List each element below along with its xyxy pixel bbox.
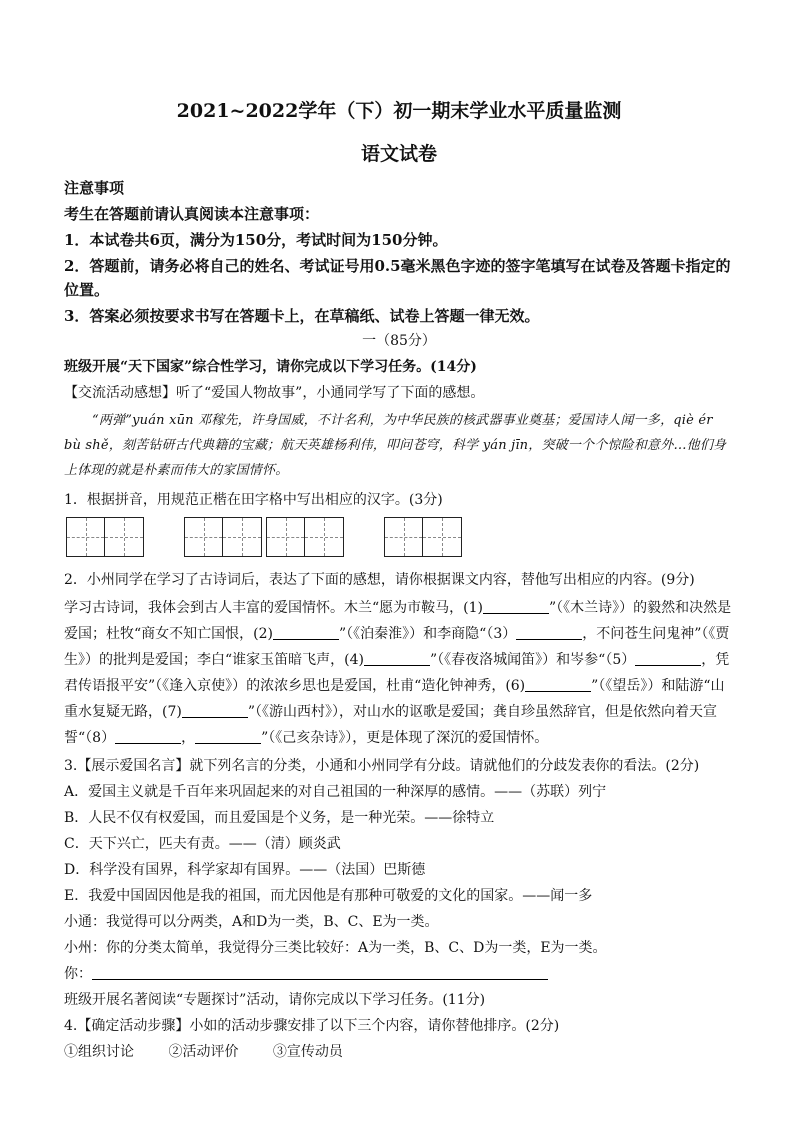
answer-blank-7[interactable] bbox=[182, 703, 248, 718]
xiaozhou-opinion: 小州：你的分类太简单，我觉得分三类比较好：A为一类，B、C、D为一类，E为一类。 bbox=[64, 940, 607, 956]
section-heading: 一（85分） bbox=[362, 333, 436, 349]
answer-blank-4[interactable] bbox=[364, 651, 430, 666]
your-opinion-line: 你： bbox=[64, 963, 734, 985]
reflection-passage: “两弹”yuán xūn 邓稼先，许身国威，不计名利，为中华民族的核武器事业奠基；爱国诗人闻一多，qiè ér bù shě，刻苦钻研古代典籍的宝藏；航天英雄杨利伟，叩问苍穹，科学 yán jīn，突破一个个惊险和意外…他们身上体现的就是朴素而伟大的家国情怀。 bbox=[64, 413, 727, 478]
answer-blank-8b[interactable] bbox=[195, 729, 261, 744]
notice-item-2: 2．答题前，请务必将自己的姓名、考试证号用0.5毫米黑色字迹的签字笔填写在试卷及答题卡指定的位置。 bbox=[64, 257, 731, 299]
question-4: 4.【确定活动步骤】小如的活动步骤安排了以下三个内容，请你替他排序。(2分) bbox=[64, 1018, 560, 1034]
tian-grid-2[interactable] bbox=[184, 517, 262, 557]
writing-grids bbox=[64, 517, 734, 565]
step-option-2: ②活动评价 bbox=[168, 1044, 239, 1060]
question-2-body: 学习古诗词，我体会到古人丰富的爱国情怀。木兰“愿为市鞍马，(1) ”（《木兰诗》）的毅然和决然是爱国；杜牧“商女不知亡国恨，(2) ”（《泊秦淮》）和李商隐“（3） ，不问苍生问鬼神”（《贾生》）的批判是爱国；李白“谁家玉笛暗飞声，(4) ”（《春夜洛城闻笛》）和岑参“（5） ，凭君传语报平安”（《逢入京使》）的浓浓乡思也是爱国，杜甫“造化钟神秀，(6) ”（《望岳》）和陆游“山重水复疑无路，(7) ”（《游山西村》），对山水的讴歌是爱国；龚自珍虽然辞官，但是依然向着天宣誓“（8） ， ”（《己亥杂诗》），更是体现了深沉的爱国情怀。 bbox=[64, 600, 732, 746]
exam-title: 2021~2022学年（下）初一期末学业水平质量监测 bbox=[176, 100, 622, 122]
tian-grid-1[interactable] bbox=[66, 517, 144, 557]
quote-option-c: C．天下兴亡，匹夫有责。——（清）顾炎武 bbox=[64, 836, 341, 852]
page-content bbox=[64, 96, 734, 1067]
answer-blank-6[interactable] bbox=[525, 677, 591, 692]
quote-option-a: A．爱国主义就是千百年来巩固起来的对自己祖国的一种深厚的感情。——（苏联）列宁 bbox=[64, 784, 607, 800]
answer-blank-8a[interactable] bbox=[115, 729, 181, 744]
question-1: 1．根据拼音，用规范正楷在田字格中写出相应的汉字。(3分) bbox=[64, 492, 443, 508]
notice-intro: 考生在答题前请认真阅读本注意事项： bbox=[64, 205, 320, 223]
exam-subtitle: 语文试卷 bbox=[360, 143, 437, 165]
step-option-1: ①组织讨论 bbox=[64, 1044, 134, 1060]
step-options bbox=[64, 1041, 734, 1063]
quote-option-b: B．人民不仅有权爱国，而且爱国是个义务，是一种光荣。——徐特立 bbox=[64, 810, 495, 826]
exchange-prompt: 【交流活动感想】听了“爱国人物故事”，小通同学写了下面的感想。 bbox=[64, 385, 485, 401]
answer-blank-1[interactable] bbox=[483, 599, 549, 614]
question-2: 2．小州同学在学习了古诗词后，表达了下面的感想，请你根据课文内容，替他写出相应的内容。(9分) bbox=[64, 572, 695, 588]
answer-blank-3[interactable] bbox=[516, 625, 582, 640]
tian-grid-3[interactable] bbox=[266, 517, 344, 557]
quote-option-d: D．科学没有国界，科学家却有国界。——（法国）巴斯德 bbox=[64, 862, 426, 878]
task-2-heading: 班级开展名著阅读“专题探讨”活动，请你完成以下学习任务。(11分) bbox=[64, 992, 486, 1008]
answer-blank-2[interactable] bbox=[273, 625, 339, 640]
step-option-3: ③宣传动员 bbox=[272, 1044, 343, 1060]
opinion-answer-blank[interactable] bbox=[92, 965, 548, 980]
task-1-heading: 班级开展“天下国家”综合性学习，请你完成以下学习任务。(14分) bbox=[64, 359, 477, 375]
notice-heading: 注意事项 bbox=[64, 179, 125, 197]
notice-item-1: 1．本试卷共6页，满分为150分，考试时间为150分钟。 bbox=[64, 231, 448, 249]
quote-option-e: E．我爱中国固因他是我的祖国，而尤因他是有那种可敬爱的文化的国家。——闻一多 bbox=[64, 888, 593, 904]
question-3: 3.【展示爱国名言】就下列名言的分类，小通和小州同学有分歧。请就他们的分歧发表你的看法。(2分) bbox=[64, 758, 700, 774]
answer-blank-5[interactable] bbox=[635, 651, 701, 666]
notice-item-3: 3．答案必须按要求书写在答题卡上，在草稿纸、试卷上答题一律无效。 bbox=[64, 307, 540, 325]
tian-grid-4[interactable] bbox=[384, 517, 462, 557]
xiaotong-opinion: 小通：我觉得可以分两类，A和D为一类，B、C、E为一类。 bbox=[64, 914, 439, 930]
